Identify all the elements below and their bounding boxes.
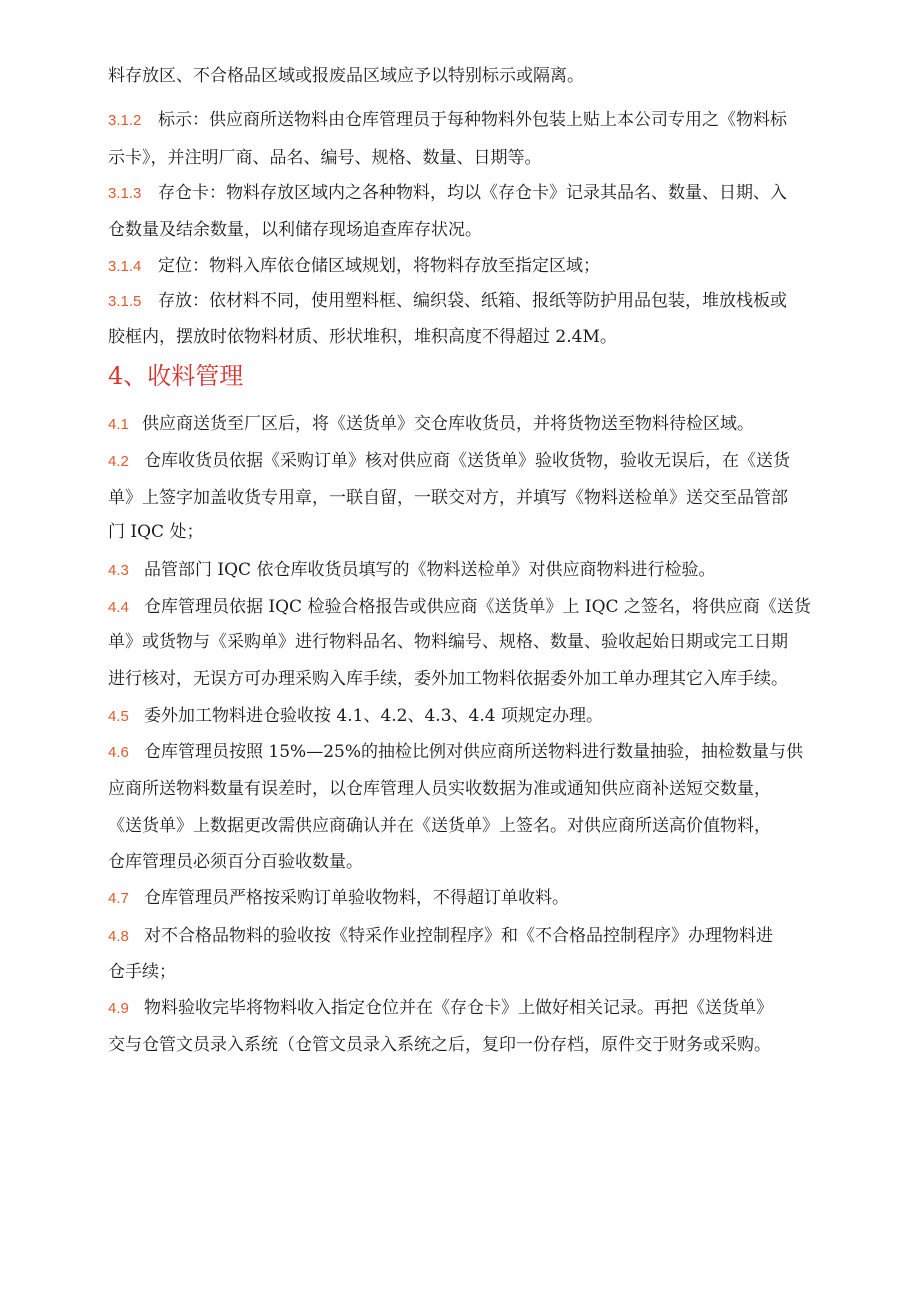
item-text: 定位：物料入库依仓储区域规划，将物料存放至指定区域； bbox=[158, 256, 600, 276]
item-text: 单》上签字加盖收货专用章，一联自留，一联交对方，并填写《物料送检单》送交至品管部 bbox=[108, 488, 788, 508]
item-number: 4.8 bbox=[108, 928, 129, 945]
item-text: 应商所送物料数量有误差时，以仓库管理人员实收数据为准或通知供应商补送短交数量， bbox=[108, 779, 771, 799]
item-number: 4.5 bbox=[108, 708, 129, 725]
intro-text: 料存放区、不合格品区域或报废品区域应予以特别标示或隔离。 bbox=[108, 66, 584, 86]
item-text: 标示：供应商所送物料由仓库管理员于每种物料外包装上贴上本公司专用之《物料标 bbox=[158, 110, 787, 130]
item-4-5-line-1 bbox=[108, 704, 603, 729]
item-text: 单》或货物与《采购单》进行物料品名、物料编号、规格、数量、验收起始日期或完工日期 bbox=[108, 632, 788, 652]
item-4-6-line-1 bbox=[108, 740, 803, 765]
item-4-4-line-2 bbox=[108, 630, 788, 654]
item-text: 门 IQC 处； bbox=[108, 522, 204, 542]
item-text: 交与仓管文员录入系统（仓管文员录入系统之后，复印一份存档，原件交于财务或采购。 bbox=[108, 1035, 771, 1055]
item-number: 4.7 bbox=[108, 890, 129, 907]
item-3-1-3-line-2 bbox=[108, 218, 482, 242]
item-4-3-line-1 bbox=[108, 558, 715, 583]
item-text: 仓手续； bbox=[108, 962, 176, 982]
item-number: 4.6 bbox=[108, 744, 129, 761]
item-4-8-line-2 bbox=[108, 960, 176, 984]
item-3-1-3-line-1 bbox=[108, 181, 787, 206]
item-text: 存放：依材料不同，使用塑料框、编织袋、纸箱、报纸等防护用品包装，堆放栈板或 bbox=[158, 291, 787, 311]
item-4-4-line-1 bbox=[108, 595, 811, 620]
item-number: 4.2 bbox=[108, 453, 129, 470]
item-text: 品管部门 IQC 依仓库收货员填写的《物料送检单》对供应商物料进行检验。 bbox=[144, 560, 716, 580]
item-3-1-4-line-1 bbox=[108, 254, 600, 279]
item-4-6-line-3 bbox=[108, 814, 771, 838]
item-4-6-line-4 bbox=[108, 850, 363, 874]
item-text: 存仓卡：物料存放区域内之各种物料，均以《存仓卡》记录其品名、数量、日期、入 bbox=[158, 183, 787, 203]
item-text: 仓库管理员严格按采购订单验收物料，不得超订单收料。 bbox=[144, 888, 569, 908]
item-4-8-line-1 bbox=[108, 924, 773, 949]
item-number: 3.1.4 bbox=[108, 258, 142, 275]
item-4-2-line-2 bbox=[108, 486, 788, 510]
item-4-1-line-1 bbox=[108, 412, 754, 437]
item-3-1-5-line-1 bbox=[108, 289, 787, 314]
item-text: 《送货单》上数据更改需供应商确认并在《送货单》上签名。对供应商所送高价值物料， bbox=[108, 816, 771, 836]
item-4-9-line-2 bbox=[108, 1033, 771, 1057]
item-text: 供应商送货至厂区后，将《送货单》交仓库收货员，并将货物送至物料待检区域。 bbox=[142, 414, 754, 434]
intro-line bbox=[108, 64, 584, 88]
item-4-2-line-1 bbox=[108, 449, 790, 474]
item-number: 4.4 bbox=[108, 599, 129, 616]
item-number: 3.1.5 bbox=[108, 293, 142, 310]
item-text: 示卡》，并注明厂商、品名、编号、规格、数量、日期等。 bbox=[108, 148, 542, 168]
item-number: 4.9 bbox=[108, 1000, 129, 1017]
item-4-4-line-3 bbox=[108, 667, 788, 691]
item-4-2-line-3 bbox=[108, 520, 203, 544]
item-number: 4.3 bbox=[108, 562, 129, 579]
item-number: 3.1.2 bbox=[108, 112, 142, 129]
item-number: 4.1 bbox=[108, 416, 129, 433]
item-3-1-2-line-1 bbox=[108, 108, 787, 133]
section-heading: 4、收料管理 bbox=[108, 362, 244, 390]
item-4-6-line-2 bbox=[108, 777, 771, 801]
item-text: 仓数量及结余数量，以利储存现场追查库存状况。 bbox=[108, 220, 482, 240]
item-3-1-2-line-2 bbox=[108, 146, 542, 170]
item-text: 仓库管理员依据 IQC 检验合格报告或供应商《送货单》上 IQC 之签名，将供应商《送货 bbox=[144, 597, 811, 617]
item-text: 对不合格品物料的验收按《特采作业控制程序》和《不合格品控制程序》办理物料进 bbox=[144, 926, 773, 946]
item-4-7-line-1 bbox=[108, 886, 569, 911]
item-text: 胶框内，摆放时依物料材质、形状堆积，堆积高度不得超过 2.4M。 bbox=[108, 327, 617, 347]
item-text: 委外加工物料进仓验收按 4.1、4.2、4.3、4.4 项规定办理。 bbox=[144, 706, 603, 726]
item-text: 仓库管理员必须百分百验收数量。 bbox=[108, 852, 363, 872]
item-4-9-line-1 bbox=[108, 996, 773, 1021]
item-text: 物料验收完毕将物料收入指定仓位并在《存仓卡》上做好相关记录。再把《送货单》 bbox=[144, 998, 773, 1018]
item-text: 仓库收货员依据《采购订单》核对供应商《送货单》验收货物，验收无误后，在《送货 bbox=[144, 451, 790, 471]
item-3-1-5-line-2 bbox=[108, 325, 617, 349]
item-text: 进行核对，无误方可办理采购入库手续，委外加工物料依据委外加工单办理其它入库手续。 bbox=[108, 669, 788, 689]
item-text: 仓库管理员按照 15%—25%的抽检比例对供应商所送物料进行数量抽验，抽检数量与供 bbox=[144, 742, 803, 762]
item-number: 3.1.3 bbox=[108, 185, 142, 202]
